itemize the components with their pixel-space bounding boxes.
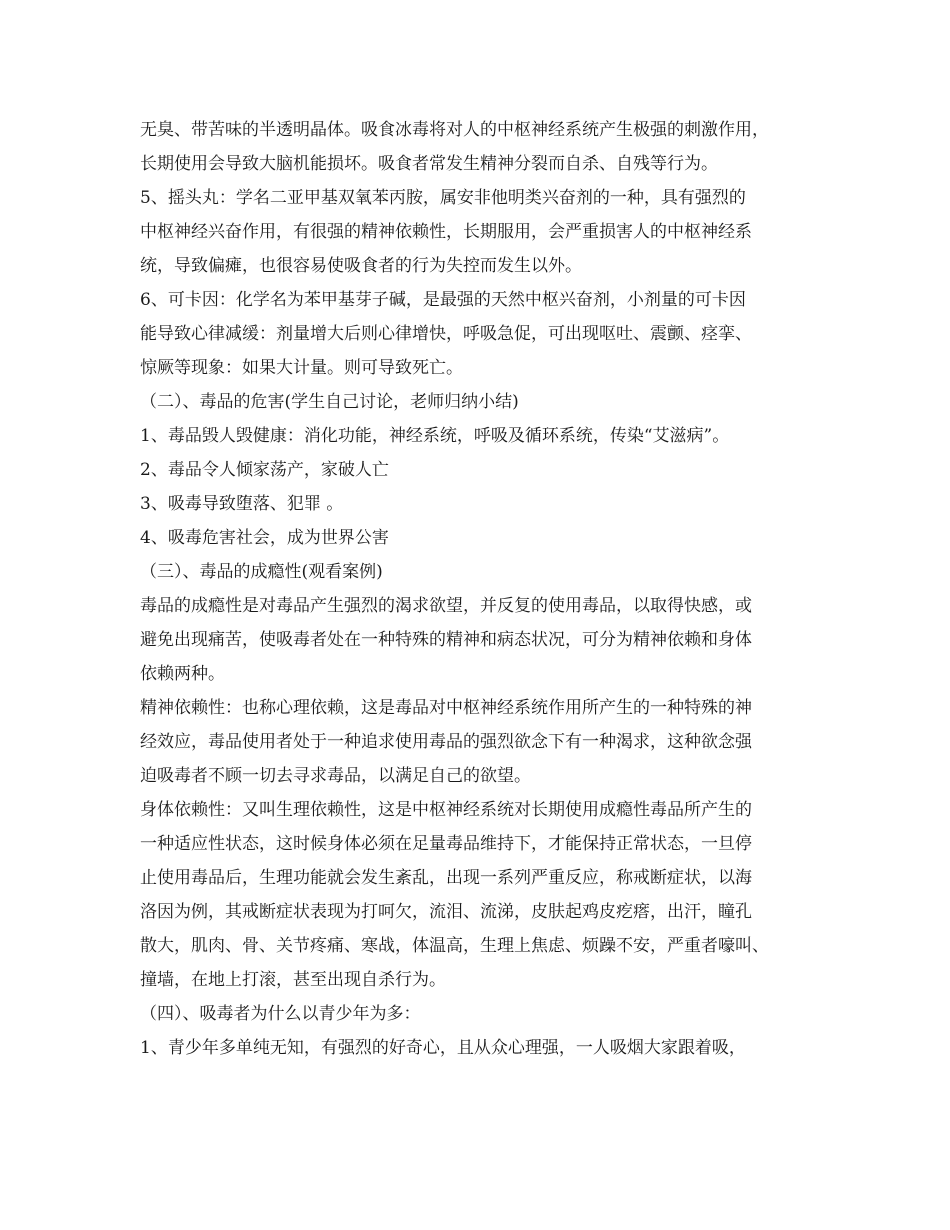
document-body bbox=[140, 113, 830, 1065]
list-item: 5、摇头丸：学名二亚甲基双氧苯丙胺，属安非他明类兴奋剂的一种，具有强烈的 bbox=[140, 188, 746, 208]
paragraph-line: 迫吸毒者不顾一切去寻求毒品，以满足自己的欲望。 bbox=[140, 766, 531, 786]
paragraph-line: 一种适应性状态，这时候身体必须在足量毒品维持下，才能保持正常状态，一旦停 bbox=[140, 834, 752, 854]
list-item: 1、青少年多单纯无知，有强烈的好奇心，且从众心理强，一人吸烟大家跟着吸， bbox=[140, 1038, 746, 1058]
paragraph-line: 经效应，毒品使用者处于一种追求使用毒品的强烈欲念下有一种渴求，这种欲念强 bbox=[140, 732, 752, 752]
paragraph-line: 能导致心律减缓：剂量增大后则心律增快，呼吸急促，可出现呕吐、震颤、痉挛、 bbox=[140, 324, 752, 344]
paragraph-line: 撞墙，在地上打滚，甚至出现自杀行为。 bbox=[140, 970, 446, 990]
paragraph-line: 统，导致偏瘫，也很容易使吸食者的行为失控而发生以外。 bbox=[140, 256, 582, 276]
paragraph-line: 依赖两种。 bbox=[140, 664, 225, 684]
paragraph-line: 止使用毒品后，生理功能就会发生紊乱，出现一系列严重反应，称戒断症状，以海 bbox=[140, 868, 752, 888]
section-heading: （四）、吸毒者为什么以青少年为多： bbox=[140, 1004, 421, 1024]
paragraph-line: 避免出现痛苦，使吸毒者处在一种特殊的精神和病态状况，可分为精神依赖和身体 bbox=[140, 630, 752, 650]
section-heading: （三）、毒品的成瘾性(观看案例) bbox=[140, 562, 383, 582]
paragraph-line: 毒品的成瘾性是对毒品产生强烈的渴求欲望，并反复的使用毒品，以取得快感，或 bbox=[140, 596, 752, 616]
section-heading: （二）、毒品的危害(学生自己讨论，老师归纳小结) bbox=[140, 392, 519, 412]
paragraph-line: 精神依赖性：也称心理依赖，这是毒品对中枢神经系统作用所产生的一种特殊的神 bbox=[140, 698, 752, 718]
list-item: 3、吸毒导致堕落、犯罪 。 bbox=[140, 494, 344, 514]
paragraph-line: 洛因为例，其戒断症状表现为打呵欠，流泪、流涕，皮肤起鸡皮疙瘩，出汗，瞳孔 bbox=[140, 902, 752, 922]
paragraph-line: 惊厥等现象：如果大计量。则可导致死亡。 bbox=[140, 358, 463, 378]
paragraph-line: 长期使用会导致大脑机能损坏。吸食者常发生精神分裂而自杀、自残等行为。 bbox=[140, 154, 718, 174]
list-item: 4、吸毒危害社会，成为世界公害 bbox=[140, 528, 389, 548]
paragraph-line: 中枢神经兴奋作用，有很强的精神依赖性，长期服用，会严重损害人的中枢神经系 bbox=[140, 222, 752, 242]
list-item: 1、毒品毁人毁健康：消化功能，神经系统，呼吸及循环系统，传染“艾滋病”。 bbox=[140, 426, 730, 446]
paragraph-line: 无臭、带苦味的半透明晶体。吸食冰毒将对人的中枢神经系统产生极强的刺激作用， bbox=[140, 120, 769, 140]
paragraph-line: 散大，肌肉、骨、关节疼痛、寒战，体温高，生理上焦虑、烦躁不安，严重者嚎叫、 bbox=[140, 936, 769, 956]
paragraph-line: 身体依赖性：又叫生理依赖性，这是中枢神经系统对长期使用成瘾性毒品所产生的 bbox=[140, 800, 752, 820]
list-item: 2、毒品令人倾家荡产，家破人亡 bbox=[140, 460, 389, 480]
list-item: 6、可卡因：化学名为苯甲基芽子碱，是最强的天然中枢兴奋剂，小剂量的可卡因 bbox=[140, 290, 746, 310]
